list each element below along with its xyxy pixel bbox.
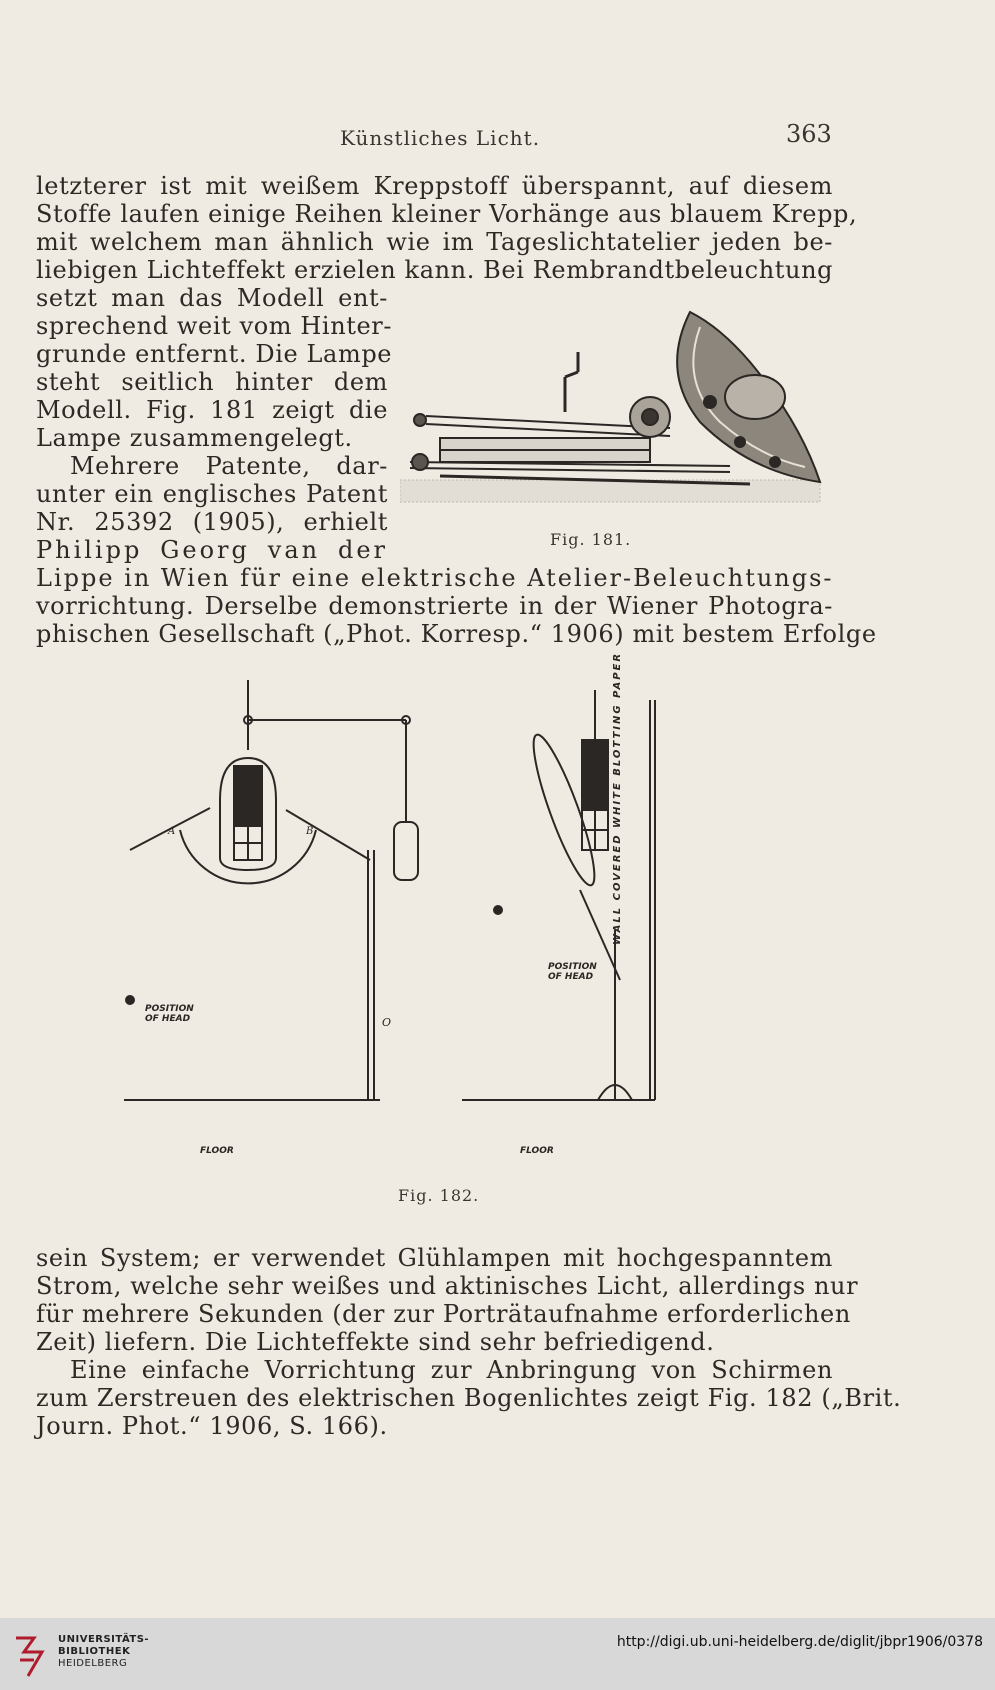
library-name: [58, 1634, 149, 1670]
text-line: Journ. Phot.“ 1906, S. 166).: [36, 1412, 388, 1440]
text-line: Strom, welche sehr weißes und aktinisches Licht, allerdings nur: [36, 1272, 859, 1300]
figure-182-caption: Fig. 182.: [398, 1186, 480, 1205]
university-library-logo-icon: [12, 1632, 50, 1682]
text-line: letzterer ist mit weißem Kreppstoff überspannt, auf diesem: [36, 172, 833, 200]
label-floor-left: FLOOR: [200, 1146, 234, 1156]
figure-181-lamp-drawing: [400, 302, 825, 517]
text-line: sprechend weit vom Hinter-: [36, 312, 393, 340]
footer-bar: [0, 1618, 995, 1690]
text-line: grunde entfernt. Die Lampe: [36, 340, 393, 368]
text-line: Zeit) liefern. Die Lichteffekte sind sehr befriedigend.: [36, 1328, 715, 1356]
label-point-b: B: [306, 826, 314, 837]
text-line: sein System; er verwendet Glühlampen mit hochgespanntem: [36, 1244, 833, 1272]
text-line: Lippe in Wien für eine elektrische Atelier-Beleuchtungs-: [36, 564, 834, 592]
page-number: 363: [786, 120, 832, 148]
label-position-of-head-right: POSITION OF HEAD: [548, 962, 597, 982]
library-name-line2: BIBLIOTHEK: [58, 1646, 131, 1657]
label-position-of-head-left: POSITION OF HEAD: [145, 1004, 194, 1024]
text-line: mit welchem man ähnlich wie im Tageslichtatelier jeden be-: [36, 228, 833, 256]
text-line: Eine einfache Vorrichtung zur Anbringung von Schirmen: [70, 1356, 833, 1384]
text-line: Philipp Georg van der: [36, 536, 388, 564]
text-line: phischen Gesellschaft („Phot. Korresp.“ 1906) mit bestem Erfolge: [36, 620, 877, 648]
text-line: Stoffe laufen einige Reihen kleiner Vorhänge aus blauem Krepp,: [36, 200, 858, 228]
text-line: liebigen Lichteffekt erzielen kann. Bei Rembrandtbeleuchtung: [36, 256, 834, 284]
label-wall: WALL COVERED WHITE BLOTTING PAPER: [612, 651, 623, 945]
running-title: Künstliches Licht.: [340, 126, 541, 150]
library-name-line3: HEIDELBERG: [58, 1658, 128, 1669]
text-line: vorrichtung. Derselbe demonstrierte in der Wiener Photogra-: [36, 592, 833, 620]
source-url-link[interactable]: http://digi.ub.uni-heidelberg.de/diglit/jbpr1906/0378: [616, 1634, 983, 1650]
text-line: Modell. Fig. 181 zeigt die: [36, 396, 388, 424]
label-point-a: A: [168, 826, 176, 837]
text-line: Lampe zusammengelegt.: [36, 424, 353, 452]
text-line: unter ein englisches Patent: [36, 480, 388, 508]
figure-182-diagram: [120, 680, 740, 1180]
figure-181-caption: Fig. 181.: [550, 530, 632, 549]
text-line: zum Zerstreuen des elektrischen Bogenlichtes zeigt Fig. 182 („Brit.: [36, 1384, 902, 1412]
text-line: steht seitlich hinter dem: [36, 368, 388, 396]
label-point-o: O: [382, 1016, 392, 1029]
library-name-line1: UNIVERSITÄTS-: [58, 1634, 150, 1645]
text-line: Mehrere Patente, dar-: [70, 452, 388, 480]
text-line: für mehrere Sekunden (der zur Porträtaufnahme erforderlichen: [36, 1300, 851, 1328]
text-line: setzt man das Modell ent-: [36, 284, 388, 312]
text-line: Nr. 25392 (1905), erhielt: [36, 508, 388, 536]
label-floor-right: FLOOR: [520, 1146, 554, 1156]
